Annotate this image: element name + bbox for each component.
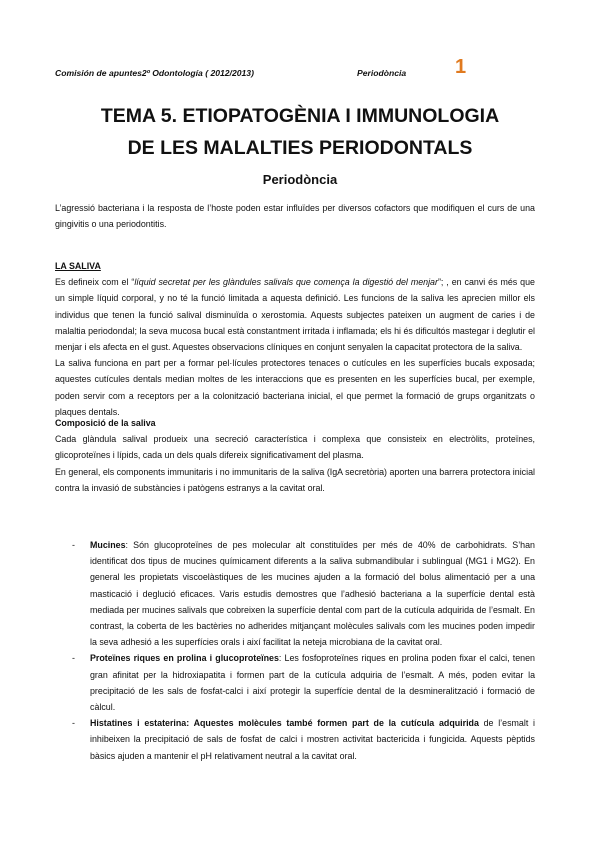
page-number: 1: [455, 56, 467, 78]
saliva-p1-start: Es defineix com el “: [55, 277, 135, 288]
intro-section: [55, 200, 535, 232]
subject-label: Periodòncia: [357, 68, 407, 78]
course-label: Comisión de apuntes2º Odontología ( 2012/2013): [55, 68, 254, 78]
list-item-text: : Les fosfoproteïnes riques en prolina poden fixar el calci, tenen gran afinitat per la hidroxiapatita i formen part de la cutícula adquiria de l’esmalt. A més, poden evitar la precipitació de les sals de fosfat-calci i així protegir la superfície dental de la desmineralització i formació de càlcul.: [90, 653, 535, 713]
document-subtitle: Periodòncia: [262, 172, 338, 187]
list-dash: -: [72, 718, 75, 729]
list-item-term: Proteïnes riques en prolina i glucoproteïnes: [90, 653, 279, 664]
list-item-term: Mucines: [90, 540, 126, 550]
composition-section: [55, 415, 535, 496]
page-header: [55, 56, 555, 82]
list-item-text: de l’esmalt i inhibeixen la precipitació de sals de fosfat de calci i mostren activitat bactericida i fungicida. Aquests pèptids bàsics ajuden a mantenir el pH relativament neutral a la cavitat oral.: [90, 718, 535, 761]
intro-paragraph: L’agressió bacteriana i la resposta de l’hoste poden estar influïdes per diversos cofactors que modifiquen el curs de una gingivitis o una periodontitis.: [55, 203, 535, 230]
saliva-section: [55, 258, 535, 420]
list-item: [55, 650, 535, 715]
composition-paragraph-1: Cada glàndula salival produeix una secreció característica i complexa que consisteix en electròlits, proteïnes, glicoproteïnes i lípids, cada un dels quals difereix significativament del plasma.: [55, 434, 535, 461]
saliva-p1-quote: líquid secretat per les glàndules salivals que comença la digestió del menjar: [134, 277, 438, 288]
document-title: [40, 100, 560, 164]
composition-heading: Composició de la saliva: [55, 418, 156, 428]
title-line-1: TEMA 5. ETIOPATOGÈNIA I IMMUNOLOGIA: [100, 105, 500, 127]
title-line-2: DE LES MALALTIES PERIODONTALS: [127, 137, 473, 159]
list-dash: -: [72, 540, 75, 550]
saliva-paragraph-2: La saliva funciona en part per a formar pel·lícules protectores tenaces o cutícules en les superfícies bucals exposada; aquestes cutícules dentals median moltes de les interaccions que es presenten en les superfícies bucal, per exemple, poden servir com a receptors per a la colonització bacteriana inicial, el que permet la formació de grups organitzats o plaques dentals.: [55, 358, 535, 417]
component-list: [55, 537, 535, 764]
saliva-paragraph-1: [55, 274, 535, 355]
saliva-p1-rest: ”; , en canvi és més que un simple líquid corporal, y no té la funció limitada a aquesta definició. Les funcions de la saliva les aprecien millor els individus que tenen la funció salival disminuïda o xerostomia. Aquests subjectes pateixen un augment de caries i de malaltia periodondal; la seva mucosa bucal està constantment irritada i inflamada; els hi és dificultós mastegar i deglutir el menjar i els afecta en el gust. Aquestes observacions clíniques en conjunt senyalen la capacitat protectora de la saliva.: [55, 277, 535, 353]
list-dash: -: [72, 653, 75, 664]
saliva-heading: LA SALIVA: [55, 261, 101, 271]
list-item: [55, 715, 535, 764]
list-item-text: : Són glucoproteïnes de pes molecular alt constituïdes per més de 40% de carbohidrats. S’han identificat dos tipus de mucines químicament diferents a la saliva submandibular i sublingual (MG1 i MG2). En general les propietats viscoelàstiques de les mucines ajuden a la formació del bolus alimentació per a una masticació i deglució eficaces. Varis estudis demostres que l’adhesió bacteriana a la superfície dental està mediada per mucines salivals que cobreixen la superfície dental com part de la cutícula adquirida de l’esmalt. En contrast, la coberta de les bactèries no adherides mitjançant molècules salivals com les mucines poden impedir la seva adhesió a les superfícies orals i així facilitat la neteja microbiana de la cavitat oral.: [90, 540, 535, 648]
composition-paragraph-2: En general, els components immunitaris i no immunitaris de la saliva (IgA secretòria) aporten una barrera protectora inicial contra la invasió de substàncies i patògens estranys a la cavitat oral.: [55, 466, 535, 493]
list-item: [55, 537, 535, 650]
list-item-term: Histatines i estaterina: Aquestes molècules també formen part de la cutícula adquirida: [90, 718, 479, 729]
